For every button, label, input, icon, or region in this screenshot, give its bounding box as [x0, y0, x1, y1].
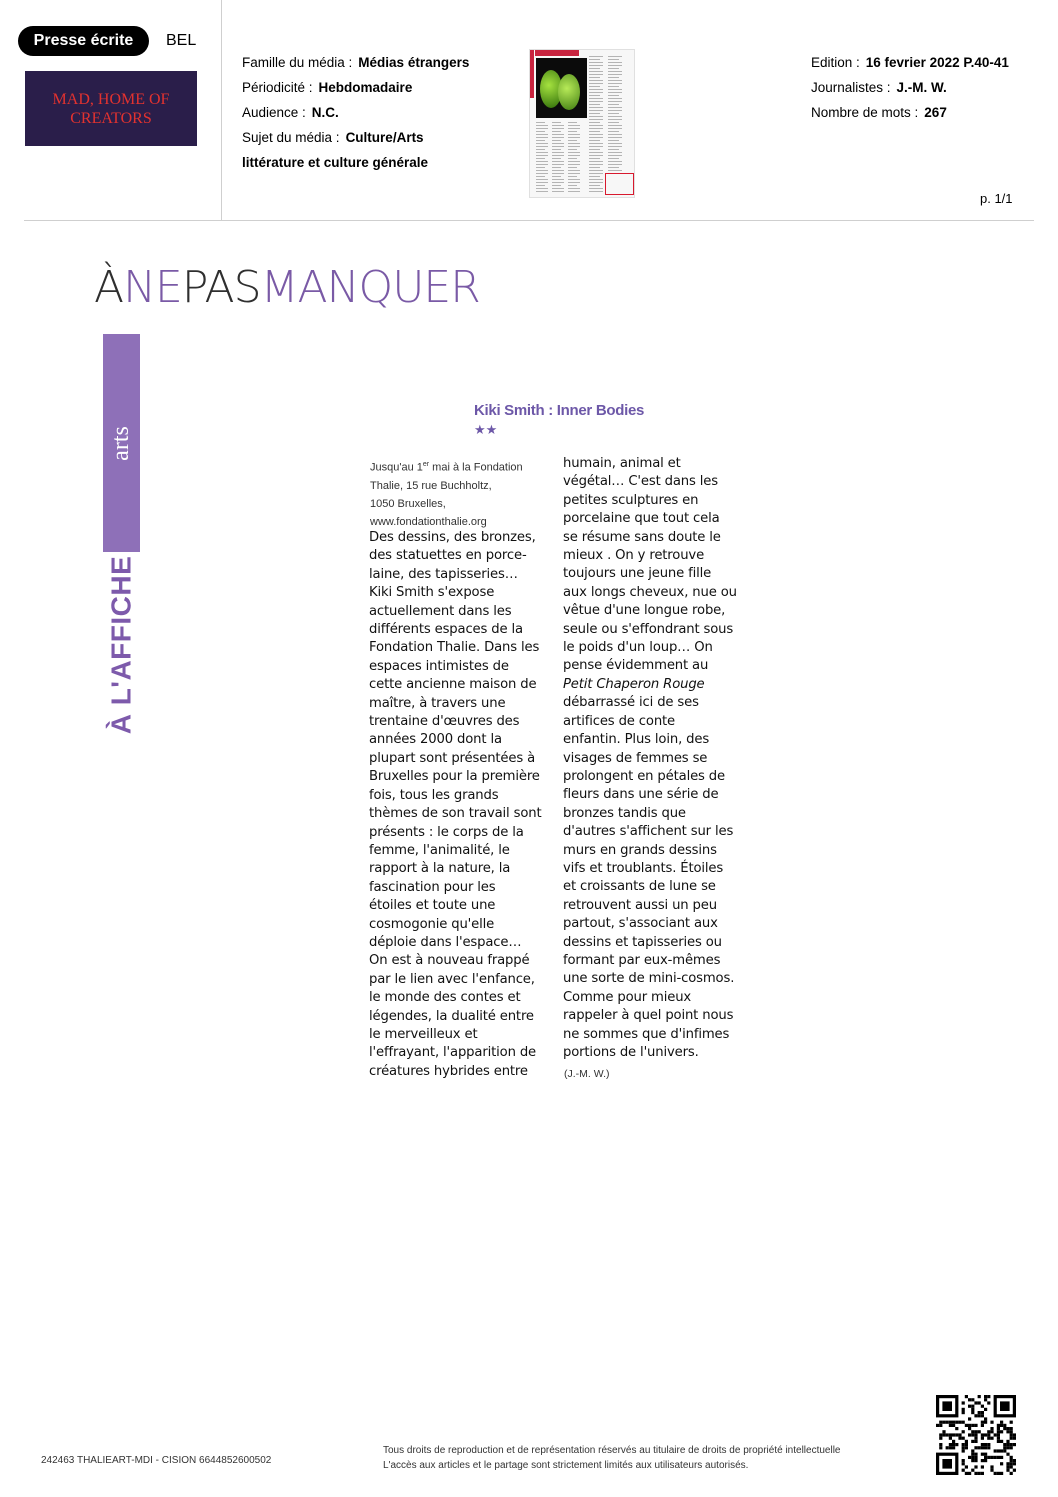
article-line: le merveilleux et	[369, 1026, 478, 1042]
article-line: créatures hybrides entre	[369, 1063, 528, 1079]
article-line: prolongent en pétales de	[563, 768, 725, 784]
article-line: et croissants de lune se	[563, 879, 716, 895]
meta-subject: Sujet du média : Culture/Arts	[242, 130, 424, 145]
article-line: déploie dans l'espace…	[369, 934, 522, 950]
exhibition-info	[370, 456, 550, 531]
article-line: Kiki Smith s'expose	[369, 585, 495, 601]
article-line: petites sculptures en	[563, 492, 699, 508]
article-line: murs en grands dessins	[563, 842, 717, 858]
article-line: cosmogonie qu'elle	[369, 916, 495, 932]
article-line: visages de femmes se	[563, 750, 708, 766]
article-column-1	[369, 529, 541, 1081]
article-line: fascination pour les	[369, 879, 496, 895]
article-line: l'effrayant, l'apparition de	[369, 1045, 537, 1061]
info-line: Thalie, 15 rue Buchholtz,	[370, 479, 492, 492]
article-line: pense évidemment au	[563, 658, 709, 674]
info-line: www.fondationthalie.org	[370, 515, 487, 528]
article-line: femme, l'animalité, le	[369, 842, 510, 858]
article-column-2	[563, 455, 737, 1062]
section-heading: ÀNEPASMANQUER	[94, 262, 480, 313]
meta-subject-extra: littérature et culture générale	[242, 155, 429, 170]
info-line: 1050 Bruxelles,	[370, 497, 446, 510]
article-line: présents : le corps de la	[369, 824, 524, 840]
article-line: rappeler à quel point nous	[563, 1008, 734, 1024]
article-line: se résume sans doute le	[563, 529, 721, 545]
page-number: p. 1/1	[980, 191, 1013, 206]
country-code: BEL	[166, 32, 197, 49]
article-location-marker	[605, 173, 634, 195]
media-logo-text: MAD, HOME OF CREATORS	[52, 90, 170, 127]
article-line: enfantin. Plus loin, des	[563, 732, 710, 748]
page-thumbnail[interactable]	[529, 49, 635, 198]
article-line: Fondation Thalie. Dans les	[369, 640, 540, 656]
header-vertical-divider	[221, 0, 222, 221]
article-line: retrouvent aussi un peu	[563, 897, 717, 913]
article-line: humain, animal et	[563, 456, 681, 471]
article-line: débarrassé ici de ses	[563, 695, 699, 711]
meta-family: Famille du média : Médias étrangers	[242, 55, 470, 70]
meta-edition: Edition : 16 fevrier 2022 P.40-41	[811, 55, 1009, 70]
document-id: 242463 THALIEART-MDI - CISION 6644852600502	[41, 1455, 272, 1466]
article-line: maître, à travers une	[369, 695, 506, 711]
article-line: le poids d'un loup… On	[563, 640, 713, 656]
article-line: artifices de conte	[563, 713, 676, 729]
article-line: vêtue d'une longue robe,	[563, 603, 726, 619]
copyright-notice: Tous droits de reproduction et de représentation réservés au titulaire de droits de propriété intellectuelle L'accès aux articles et le partage sont strictement limités aux utilisateurs autorisés.	[383, 1445, 841, 1471]
article-line: Petit Chaperon Rouge	[563, 676, 705, 692]
category-label: arts	[108, 425, 134, 461]
article-line: le monde des contes et	[369, 990, 521, 1006]
article-line: seule ou s'effondrant sous	[563, 621, 734, 637]
article-line: bronzes tandis que	[563, 805, 686, 821]
meta-periodicity: Périodicité : Hebdomadaire	[242, 80, 413, 95]
meta-journalists: Journalistes : J.-M. W.	[811, 80, 947, 95]
article-line: mieux . On y retrouve	[563, 548, 705, 564]
article-line: étoiles et toute une	[369, 898, 496, 914]
article-line: cette ancienne maison de	[369, 677, 537, 693]
article-line: formant par eux-mêmes	[563, 952, 721, 968]
media-meta-left	[242, 50, 469, 175]
rubric-label: À L'AFFICHE	[105, 555, 137, 734]
article-line: vifs et troublants. Étoiles	[563, 860, 724, 876]
article-line: années 2000 dont la	[369, 732, 502, 748]
media-meta-right	[811, 50, 1009, 125]
article-line: plupart sont présentées à	[369, 750, 536, 766]
article-line: rapport à la nature, la	[369, 861, 511, 877]
article-line: Comme pour mieux	[563, 989, 692, 1005]
article-line: végétal… C'est dans les	[563, 474, 718, 490]
article-line: portions de l'univers.	[563, 1045, 699, 1060]
meta-audience: Audience : N.C.	[242, 105, 339, 120]
article-line: dessins et tapisseries ou	[563, 934, 722, 950]
article-line: par le lien avec l'enfance,	[369, 971, 535, 987]
qr-code[interactable]	[936, 1395, 1016, 1475]
article-line: Bruxelles pour la première	[369, 769, 540, 785]
article-line: toujours une jeune fille	[563, 566, 712, 582]
article-line: légendes, la dualité entre	[369, 1008, 534, 1024]
media-logo	[25, 71, 197, 146]
article-line: Des dessins, des bronzes,	[369, 530, 536, 545]
article-line: aux longs cheveux, nue ou	[563, 584, 737, 600]
article-line: partout, s'associant aux	[563, 916, 718, 932]
article-line: actuellement dans les	[369, 603, 512, 619]
article-line: différents espaces de la	[369, 622, 523, 638]
article-line: fleurs dans une série de	[563, 787, 719, 803]
article-line: laine, des tapisseries…	[369, 566, 518, 582]
article-line: ne sommes que d'infimes	[563, 1026, 730, 1042]
article-title: Kiki Smith : Inner Bodies	[474, 402, 645, 419]
article-line: thèmes de son travail sont	[369, 806, 542, 822]
article-signature: (J.-M. W.)	[564, 1068, 610, 1080]
info-line: Jusqu'au 1er mai à la Fondation	[370, 461, 523, 474]
header-divider	[24, 220, 1034, 221]
article-line: fois, tous les grands	[369, 787, 499, 803]
article-line: des statuettes en porce-	[369, 548, 527, 564]
rating-stars: ★★	[474, 422, 498, 437]
article-line: d'autres s'affichent sur les	[563, 824, 734, 840]
meta-word-count: Nombre de mots : 267	[811, 105, 947, 120]
article-line: porcelaine que tout cela	[563, 511, 720, 527]
article-line: espaces intimistes de	[369, 658, 509, 674]
article-line: une sorte de mini-cosmos.	[563, 971, 735, 987]
press-type-badge: Presse écrite	[18, 26, 149, 56]
article-line: On est à nouveau frappé	[369, 953, 530, 969]
article-line: trentaine d'œuvres des	[369, 714, 520, 730]
